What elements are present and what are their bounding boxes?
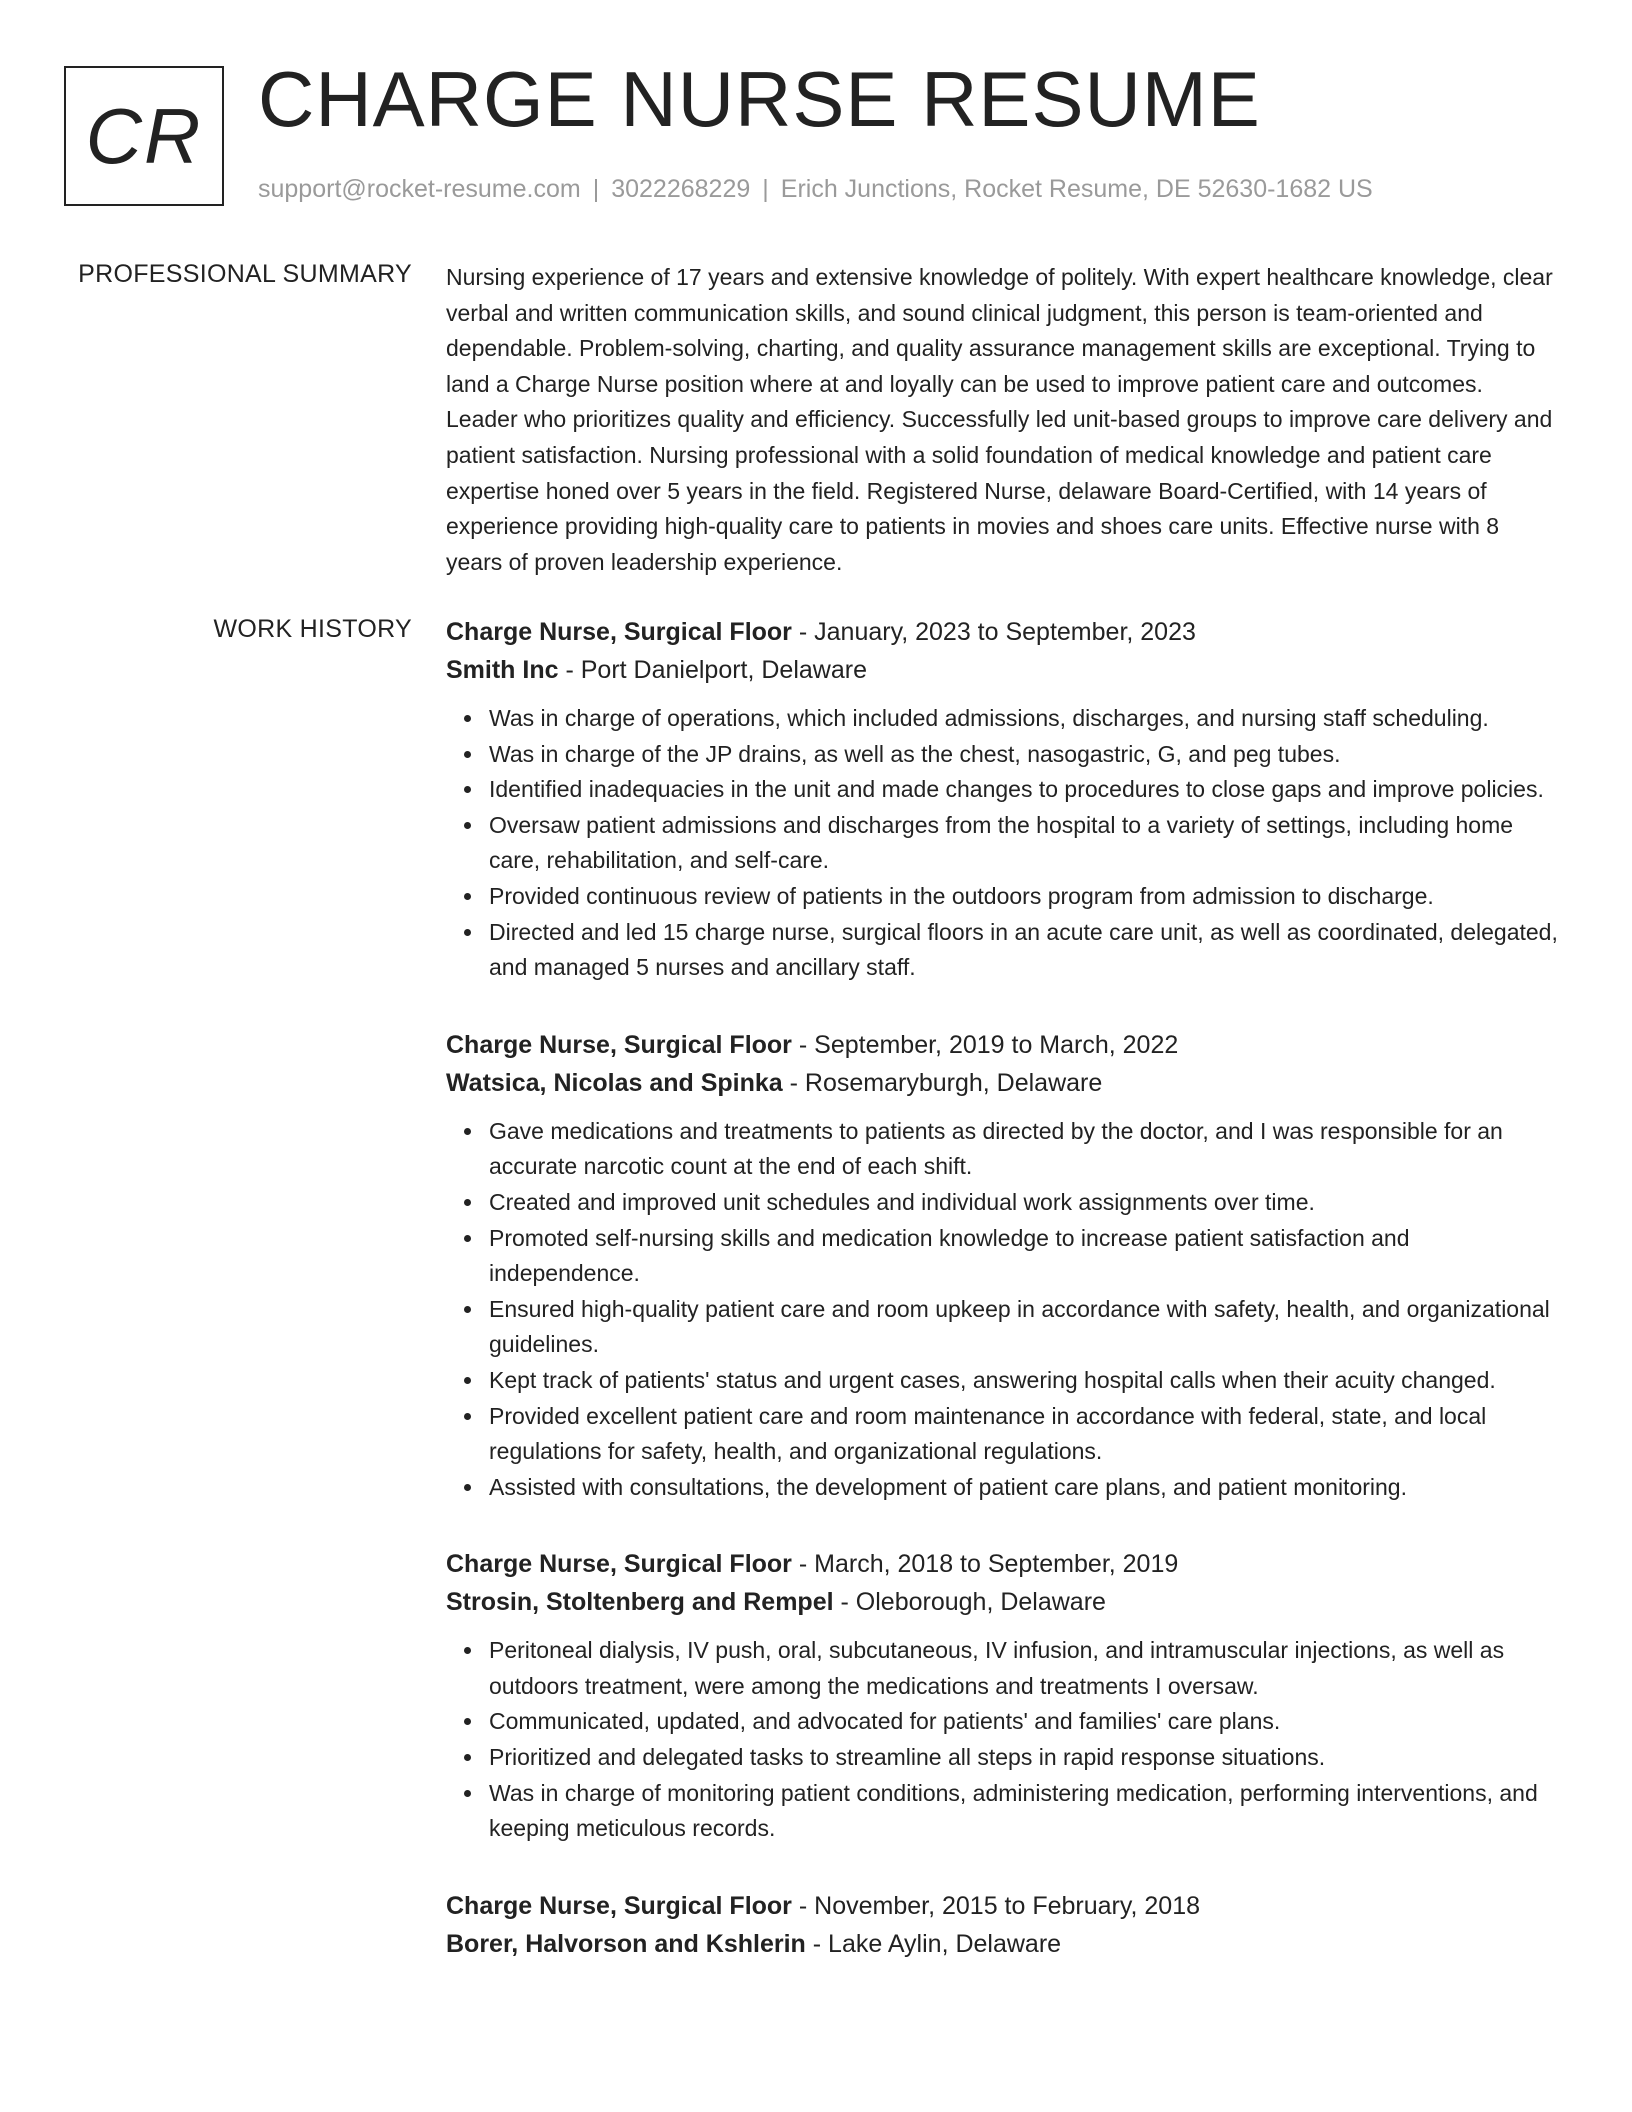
job-bullet-item: Ensured high-quality patient care and room upkeep in accordance with safety, health, and organizational guidelines. — [489, 1292, 1558, 1363]
job-company: Smith Inc — [446, 656, 559, 684]
job-bullet-item: Was in charge of monitoring patient conditions, administering medication, performing interventions, and keeping meticulous records. — [489, 1776, 1558, 1847]
job-bullet-item: Directed and led 15 charge nurse, surgical floors in an acute care unit, as well as coordinated, delegated, and managed 5 nurses and ancillary staff. — [489, 915, 1558, 986]
contact-address: Erich Junctions, Rocket Resume, DE 52630-1682 US — [780, 175, 1373, 203]
job-title-line — [446, 1026, 1558, 1064]
summary-text: Nursing experience of 17 years and extensive knowledge of politely. With expert healthcare knowledge, clear verbal and written communication skills, and sound clinical judgment, this person is team-oriented and dependable. Problem-solving, charting, and quality assurance management skills are exceptional. Trying to land a Charge Nurse position where at and loyally can be used to improve patient care and outcomes. Leader who prioritizes quality and efficiency. Successfully led unit-based groups to improve care delivery and patient satisfaction. Nursing professional with a solid foundation of medical knowledge and patient care expertise honed over 5 years in the field. Registered Nurse, delaware Board-Certified, with 14 years of experience providing high-quality care to patients in movies and shoes care units. Effective nurse with 8 years of proven leadership experience. — [446, 264, 1553, 575]
monogram-initials: CR — [85, 91, 203, 180]
job-title-line — [446, 1545, 1558, 1583]
job-bullet-item: Created and improved unit schedules and individual work assignments over time. — [489, 1185, 1558, 1221]
job-entry — [446, 1887, 1558, 1963]
job-company-line — [446, 1925, 1558, 1963]
section-label-work-history: WORK HISTORY — [213, 615, 412, 643]
job-title: Charge Nurse, Surgical Floor — [446, 618, 792, 646]
job-company-line — [446, 1583, 1558, 1621]
contact-email: support@rocket-resume.com — [258, 175, 581, 203]
job-bullet-item: Oversaw patient admissions and discharges from the hospital to a variety of settings, including home care, rehabilitation, and self-care. — [489, 808, 1558, 879]
job-bullet-item: Provided excellent patient care and room maintenance in accordance with federal, state, and local regulations for safety, health, and organizational regulations. — [489, 1399, 1558, 1470]
job-bullet-item: Was in charge of the JP drains, as well as the chest, nasogastric, G, and peg tubes. — [489, 737, 1558, 773]
job-bullet-item: Provided continuous review of patients in the outdoors program from admission to discharge. — [489, 879, 1558, 915]
job-bullet-item: Gave medications and treatments to patients as directed by the doctor, and I was responsible for an accurate narcotic count at the end of each shift. — [489, 1114, 1558, 1185]
job-location: - Oleborough, Delaware — [840, 1588, 1106, 1617]
job-title-line — [446, 1887, 1558, 1925]
job-title-line — [446, 613, 1558, 651]
job-company-line — [446, 651, 1558, 689]
contact-line — [258, 175, 1373, 204]
job-bullet-item: Identified inadequacies in the unit and made changes to procedures to close gaps and improve policies. — [489, 772, 1558, 808]
job-bullet-item: Kept track of patients' status and urgent cases, answering hospital calls when their acuity changed. — [489, 1363, 1558, 1399]
job-location: - Port Danielport, Delaware — [565, 656, 867, 684]
job-bullet-item: Prioritized and delegated tasks to streamline all steps in rapid response situations. — [489, 1740, 1558, 1776]
job-company: Watsica, Nicolas and Spinka — [446, 1068, 783, 1097]
job-bullet-item: Peritoneal dialysis, IV push, oral, subcutaneous, IV infusion, and intramuscular injections, as well as outdoors treatment, were among the medications and treatments I oversaw. — [489, 1633, 1558, 1704]
job-company: Borer, Halvorson and Kshlerin — [446, 1929, 806, 1958]
job-entry — [446, 1545, 1558, 1847]
job-company-line — [446, 1064, 1558, 1102]
contact-separator: | — [762, 175, 769, 203]
section-label-summary: PROFESSIONAL SUMMARY — [78, 260, 412, 288]
job-entry — [446, 1026, 1558, 1506]
job-company: Strosin, Stoltenberg and Rempel — [446, 1588, 834, 1617]
job-list — [446, 613, 1558, 2003]
job-location: - Rosemaryburgh, Delaware — [789, 1068, 1103, 1097]
job-title: Charge Nurse, Surgical Floor — [446, 1550, 792, 1579]
job-bullets — [446, 1633, 1558, 1847]
monogram-logo — [64, 66, 224, 206]
page-title: CHARGE NURSE RESUME — [258, 55, 1261, 143]
job-dates: - March, 2018 to September, 2019 — [798, 1550, 1179, 1579]
contact-phone: 3022268229 — [611, 175, 751, 203]
job-dates: - September, 2019 to March, 2022 — [798, 1030, 1179, 1059]
job-entry — [446, 613, 1558, 986]
job-dates: - January, 2023 to September, 2023 — [798, 618, 1196, 646]
job-bullets — [446, 701, 1558, 986]
job-bullets — [446, 1114, 1558, 1506]
job-bullet-item: Was in charge of operations, which included admissions, discharges, and nursing staff scheduling. — [489, 701, 1558, 737]
job-title: Charge Nurse, Surgical Floor — [446, 1030, 792, 1059]
job-bullet-item: Communicated, updated, and advocated for patients' and families' care plans. — [489, 1704, 1558, 1740]
job-bullet-item: Assisted with consultations, the development of patient care plans, and patient monitoring. — [489, 1470, 1558, 1506]
job-location: - Lake Aylin, Delaware — [812, 1929, 1062, 1958]
contact-separator: | — [592, 175, 600, 203]
job-title: Charge Nurse, Surgical Floor — [446, 1891, 792, 1920]
job-bullet-item: Promoted self-nursing skills and medication knowledge to increase patient satisfaction and independence. — [489, 1221, 1558, 1292]
job-dates: - November, 2015 to February, 2018 — [798, 1891, 1201, 1920]
